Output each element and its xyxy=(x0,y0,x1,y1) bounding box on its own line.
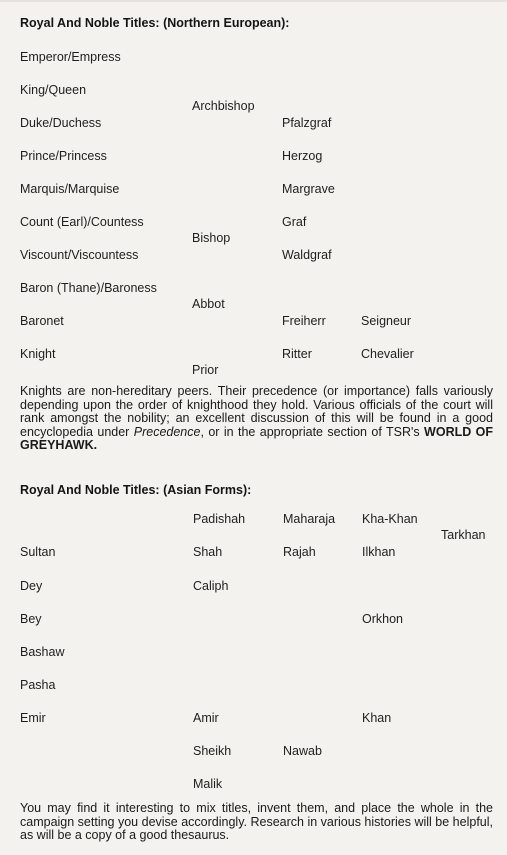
asian-title: Tarkhan xyxy=(441,528,486,542)
asian-title: Padishah xyxy=(193,512,246,526)
northern-title: Marquis/Marquise xyxy=(20,182,120,196)
germanic-title: Freiherr xyxy=(282,314,326,328)
asian-title: Kha-Khan xyxy=(362,512,418,526)
asian-title: Maharaja xyxy=(283,512,336,526)
asian-title: Dey xyxy=(20,579,43,593)
paragraph-text: , or in the appropriate section of TSR's xyxy=(200,424,425,439)
french-title: Seigneur xyxy=(361,314,412,328)
knights-paragraph xyxy=(20,385,493,453)
germanic-title: Waldgraf xyxy=(282,248,332,262)
paragraph-text: Knights are non-hereditary peers. Their precedence (or importance) falls variously depending upon the order of knighthood they hold. Various officials of the court will rank amongst the nobility; an excellent discussion of this will be found in a good encyclopedia under xyxy=(20,384,493,439)
asian-title: Ilkhan xyxy=(362,545,396,559)
northern-title: Knight xyxy=(20,347,56,361)
asian-title: Bey xyxy=(20,612,42,626)
northern-title: Baronet xyxy=(20,314,64,328)
paragraph-italic: Precedence xyxy=(133,424,201,439)
asian-title: Bashaw xyxy=(20,645,65,659)
northern-title: Baron (Thane)/Baroness xyxy=(20,281,157,295)
paragraph-bold: WORLD OF GREYHAWK. xyxy=(20,424,494,452)
asian-title: Khan xyxy=(362,711,392,725)
french-title: Chevalier xyxy=(361,347,414,361)
northern-title: Emperor/Empress xyxy=(20,50,121,64)
asian-title: Amir xyxy=(193,711,219,725)
asian-titles-heading: Royal And Noble Titles: (Asian Forms): xyxy=(20,483,252,497)
asian-title: Orkhon xyxy=(362,612,403,626)
northern-title: Count (Earl)/Countess xyxy=(20,215,144,229)
northern-title: Viscount/Viscountess xyxy=(20,248,139,262)
asian-title: Emir xyxy=(20,711,46,725)
ecclesiastical-title: Archbishop xyxy=(192,99,255,113)
germanic-title: Margrave xyxy=(282,182,335,196)
germanic-title: Ritter xyxy=(282,347,312,361)
asian-title: Sultan xyxy=(20,545,56,559)
germanic-title: Herzog xyxy=(282,149,323,163)
ecclesiastical-title: Abbot xyxy=(192,297,225,311)
asian-title: Caliph xyxy=(193,579,229,593)
northern-titles-heading: Royal And Noble Titles: (Northern European): xyxy=(20,16,290,30)
northern-title: Duke/Duchess xyxy=(20,116,102,130)
asian-title: Sheikh xyxy=(193,744,232,758)
northern-title: King/Queen xyxy=(20,83,87,97)
germanic-title: Pfalzgraf xyxy=(282,116,332,130)
ecclesiastical-title: Bishop xyxy=(192,231,231,245)
germanic-title: Graf xyxy=(282,215,307,229)
ecclesiastical-title: Prior xyxy=(192,363,219,377)
asian-title: Rajah xyxy=(283,545,316,559)
asian-title: Shah xyxy=(193,545,223,559)
closing-paragraph: You may find it interesting to mix titles, invent them, and place the whole in the campaign setting you devise accordingly. Research in various histories will be helpful, as will be a copy of a good thesaurus. xyxy=(20,801,493,842)
asian-title: Pasha xyxy=(20,678,56,692)
northern-title: Prince/Princess xyxy=(20,149,107,163)
asian-title: Nawab xyxy=(283,744,322,758)
page-edge xyxy=(0,0,507,2)
asian-title: Malik xyxy=(193,777,223,791)
